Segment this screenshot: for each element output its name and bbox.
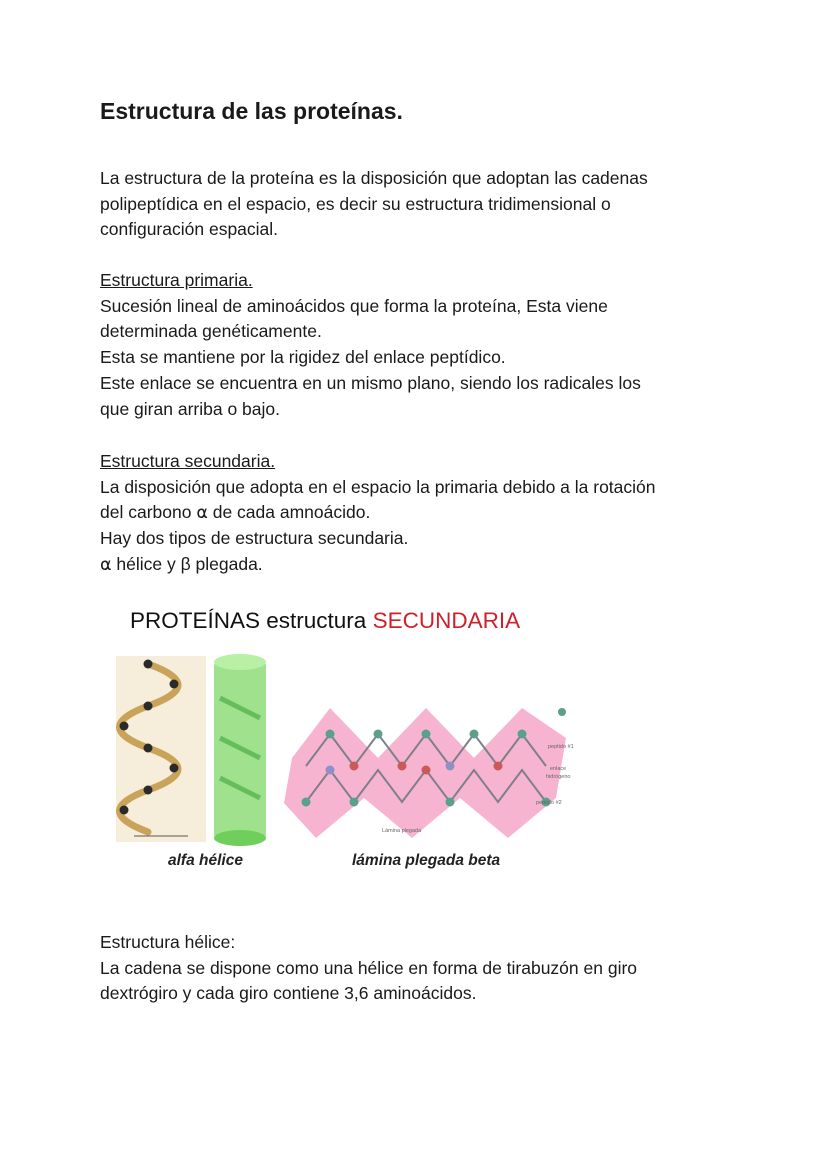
cylinder-top bbox=[214, 654, 266, 670]
label-hidrogeno: hidrógeno bbox=[546, 774, 571, 780]
primaria-line: Esta se mantiene por la rigidez del enlace peptídico. bbox=[100, 347, 506, 368]
caption-alfa-helice: alfa hélice bbox=[168, 852, 243, 869]
primaria-line: determinada genéticamente. bbox=[100, 321, 322, 342]
label-peptido-1: peptido #1 bbox=[548, 744, 574, 750]
primaria-line: Este enlace se encuentra en un mismo plano, siendo los radicales los bbox=[100, 372, 641, 393]
figure-title: PROTEÍNAS estructura SECUNDARIA bbox=[130, 608, 521, 633]
label-lamina-plegada: Lámina plegada bbox=[382, 828, 422, 834]
figure-illustration bbox=[116, 588, 594, 920]
primaria-line: Sucesión lineal de aminoácidos que forma la proteína, Esta viene bbox=[100, 295, 608, 316]
intro-paragraph bbox=[100, 166, 760, 243]
helice-line: La cadena se dispone como una hélice en forma de tirabuzón en giro bbox=[100, 957, 638, 978]
intro-line: La estructura de la proteína es la disposición que adoptan las cadenas bbox=[100, 168, 648, 188]
label-enlace: enlace bbox=[550, 766, 567, 772]
helice-heading: Estructura hélice: bbox=[100, 932, 236, 952]
secundaria-section bbox=[100, 449, 760, 578]
secundaria-line: La disposición que adopta en el espacio la primaria debido a la rotación bbox=[100, 476, 656, 497]
intro-line: configuración espacial. bbox=[100, 219, 279, 240]
secundaria-heading: Estructura secundaria. bbox=[100, 451, 276, 471]
secundaria-line: del carbono ⍺ de cada amnoácido. bbox=[100, 502, 371, 523]
primaria-section bbox=[100, 268, 760, 422]
helice-section bbox=[100, 930, 760, 1007]
helix-panel bbox=[116, 656, 206, 842]
cylinder-bottom bbox=[214, 830, 266, 846]
primaria-line: que giran arriba o bajo. bbox=[100, 398, 280, 419]
secundaria-line: Hay dos tipos de estructura secundaria. bbox=[100, 528, 409, 549]
label-peptido-2: peptido #2 bbox=[536, 800, 562, 806]
helice-line: dextrógiro y cada giro contiene 3,6 aminoácidos. bbox=[100, 983, 477, 1004]
page-title: Estructura de las proteínas. bbox=[100, 98, 403, 124]
primaria-heading: Estructura primaria. bbox=[100, 270, 253, 290]
intro-line: polipeptídica en el espacio, es decir su estructura tridimensional o bbox=[100, 193, 611, 214]
secundaria-line: ⍺ hélice y β plegada. bbox=[100, 553, 263, 574]
caption-lamina-beta: lámina plegada beta bbox=[352, 852, 501, 869]
secondary-structure-figure bbox=[116, 588, 594, 920]
